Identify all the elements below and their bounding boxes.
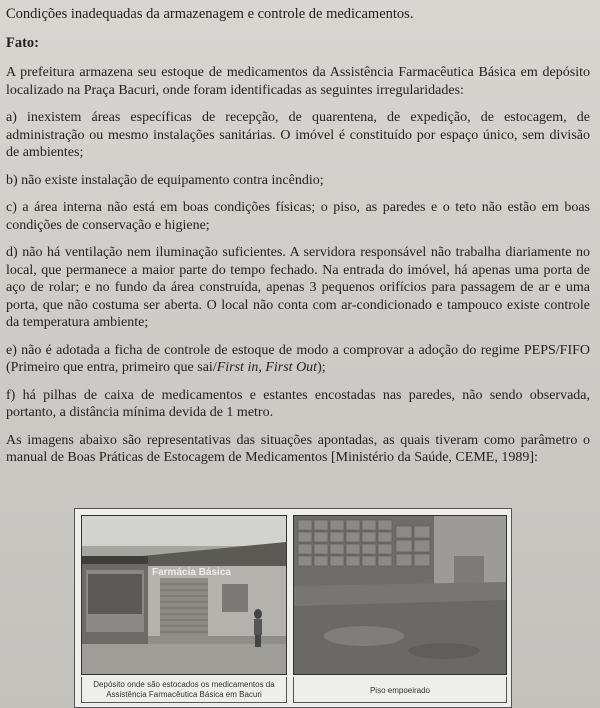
item-d: d) não há ventilação nem iluminação suficientes. A servidora responsável não trabalha diariamente no local, que permanece a maior parte do tempo fechado. Na entrada do imóvel, há apenas uma porta de aço de rolar; e no fundo da área construída, apenas 3 pequenos orifícios para passagem de ar e uma porta, que não costuma ser aberta. O local não conta com ar-condicionado e tampouco existe controle da temperatura ambiente; [6, 245, 590, 330]
warehouse-caption: Depósito onde são estocados os medicamentos da Assistência Farmacêutica Básica em Bacuri [81, 677, 287, 703]
warehouse-photo [81, 515, 287, 675]
dusty-floor-photo [293, 515, 507, 675]
warehouse-photo-drawing [82, 516, 286, 674]
fato-label: Fato: [6, 35, 40, 51]
pharmacy-sign: Farmácia Básica [152, 567, 231, 578]
closing-paragraph: As imagens abaixo são representativas das situações apontadas, as quais tiveram como parâmetro o manual de Boas Práticas de Estocagem de Medicamentos [Ministério da Saúde, CEME, 1989]: [6, 432, 590, 465]
dusty-floor-drawing [294, 516, 506, 674]
item-e-text: e) não é adotada a ficha de controle de estoque de modo a comprovar a adoção do regime PEPS/FIFO (Primeiro que entra, primeiro que sai/ [6, 342, 590, 375]
photo-figure [74, 508, 512, 708]
dusty-floor-caption: Piso empoeirado [293, 677, 507, 703]
item-e-italic: First in, First Out [216, 360, 318, 375]
item-f: f) há pilhas de caixa de medicamentos e estantes encostadas nas paredes, não sendo observada, portanto, a distância mínima devida de 1 metro. [6, 387, 590, 420]
item-b: b) não existe instalação de equipamento contra incêndio; [6, 172, 324, 188]
intro-paragraph: A prefeitura armazena seu estoque de medicamentos da Assistência Farmacêutica Básica em depósito localizado na Praça Bacuri, onde foram identificadas as seguintes irregularidades: [6, 65, 590, 98]
item-a: a) inexistem áreas específicas de recepção, de quarentena, de expedição, de estocagem, de administração ou mesmo instalações sanitárias. O imóvel é constituído por espaço único, sem divisão de ambientes; [6, 110, 590, 160]
section-title: Condições inadequadas da armazenagem e controle de medicamentos. [6, 6, 414, 22]
item-e-end: ); [317, 360, 326, 375]
item-e [6, 342, 590, 377]
item-c: c) a área interna não está em boas condições físicas; o piso, as paredes e o teto não estão em boas condições de conservação e higiene; [6, 200, 590, 233]
